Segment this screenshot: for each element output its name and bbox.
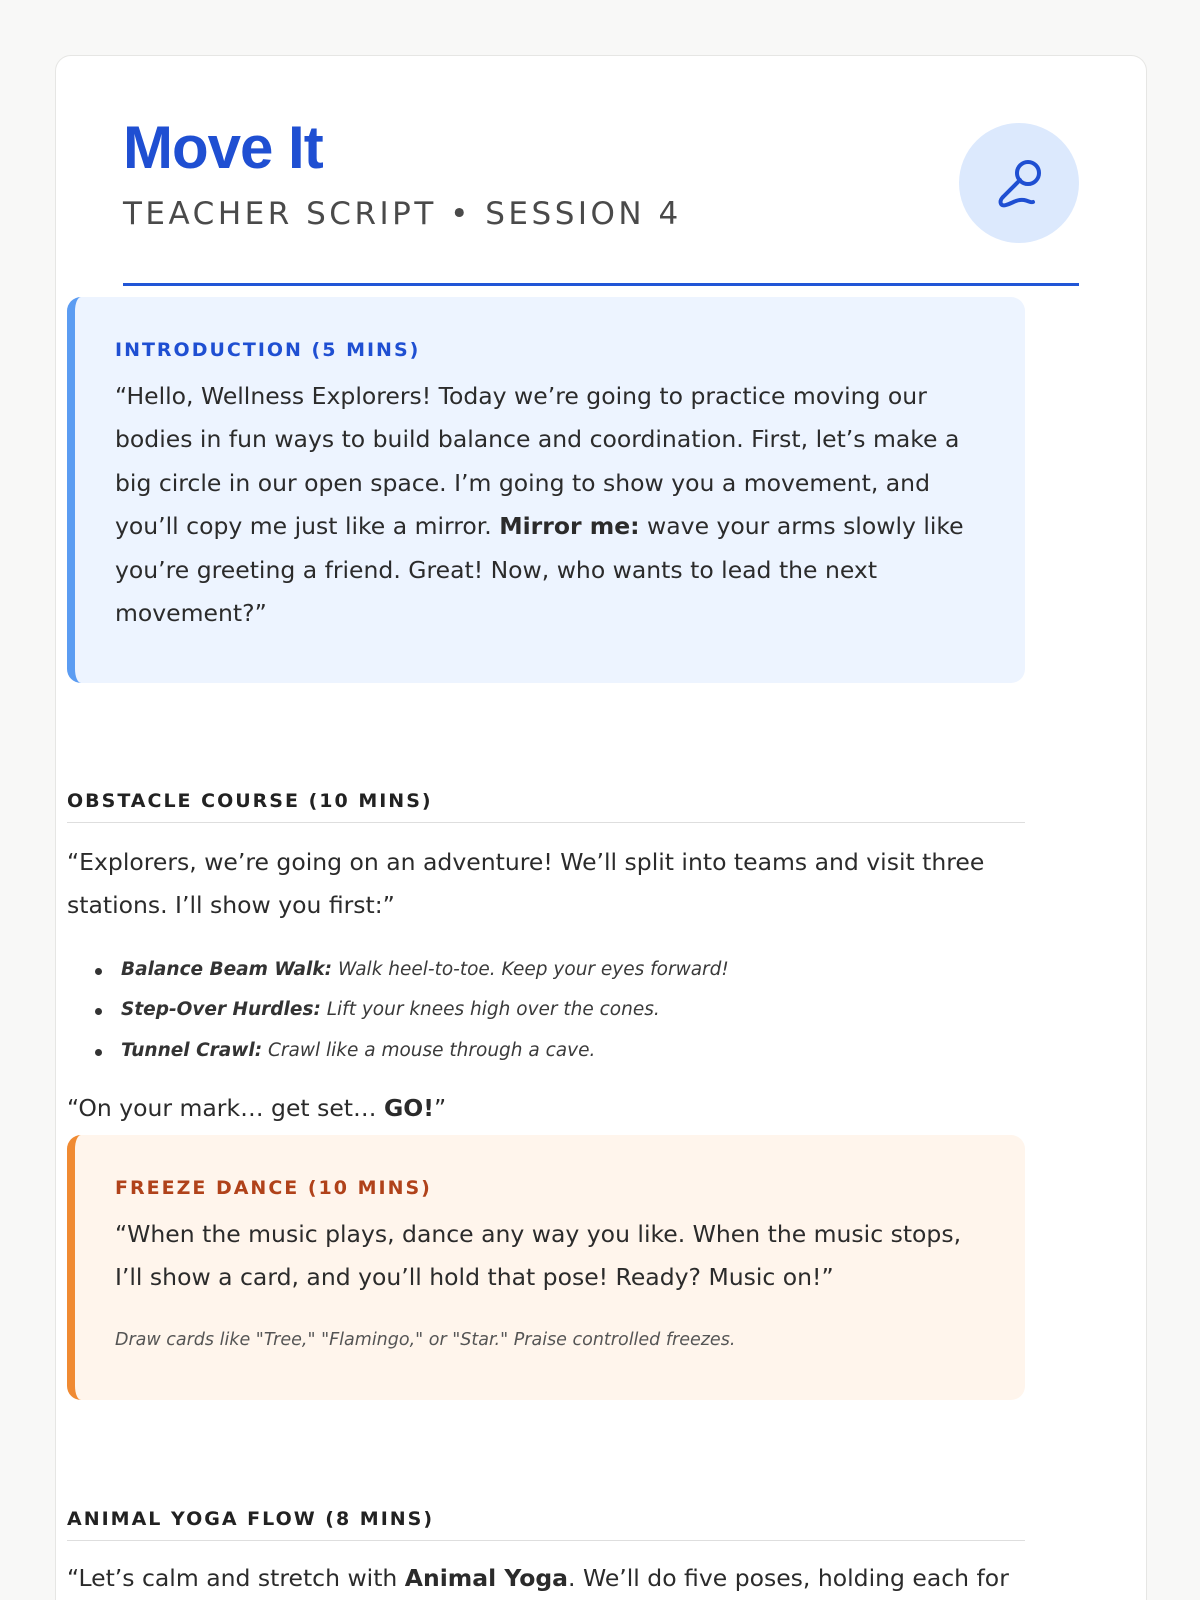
microphone-icon (991, 155, 1047, 211)
animal-yoga-text: “Let’s calm and stretch with Animal Yoga. We’ll do five poses, holding each for (67, 1564, 1009, 1592)
list-item: Balance Beam Walk: Walk heel-to-toe. Keep your eyes forward! (94, 950, 1025, 991)
animal-yoga-section (67, 1508, 1025, 1600)
obstacle-course-intro: “Explorers, we’re going on an adventure! We’ll split into teams and visit three stations. I’ll show you first:” (67, 848, 985, 920)
page-subtitle: TEACHER SCRIPT • SESSION 4 (123, 196, 682, 232)
animal-yoga-heading: ANIMAL YOGA FLOW (8 MINS) (67, 1508, 1025, 1541)
list-item: Step-Over Hurdles: Lift your knees high over the cones. (94, 990, 1025, 1031)
header (123, 56, 1079, 286)
introduction-label: INTRODUCTION (5 MINS) (115, 339, 421, 361)
list-item: Tunnel Crawl: Crawl like a mouse through a cave. (94, 1031, 1025, 1072)
freeze-dance-callout (67, 1135, 1025, 1400)
obstacle-course-section (67, 790, 1025, 1131)
obstacle-course-closing: “On your mark… get set… GO!” (67, 1094, 447, 1123)
station-list (67, 950, 1025, 1072)
freeze-dance-note: Draw cards like "Tree," "Flamingo," or "Star." Praise controlled freezes. (115, 1329, 736, 1350)
freeze-dance-label: FREEZE DANCE (10 MINS) (115, 1177, 432, 1199)
freeze-dance-text: “When the music plays, dance any way you like. When the music stops, I’ll show a card, and you’ll hold that pose! Ready? Music on!” (115, 1220, 962, 1292)
obstacle-course-heading: OBSTACLE COURSE (10 MINS) (67, 790, 1025, 823)
page-title: Move It (123, 114, 323, 181)
mirror-me-emphasis: Mirror me: (499, 512, 640, 541)
microphone-badge (959, 123, 1079, 243)
introduction-text: “Hello, Wellness Explorers! Today we’re going to practice moving our bodies in fun ways to build balance and coordination. First, let’s make a big circle in our open space. I’m going to show you a movement, and you’ll copy me just like a mirror. Mirror me: wave your arms slowly like you’re greeting a friend. Great! Now, who wants to lead the next movement?” (115, 382, 964, 628)
introduction-callout (67, 297, 1025, 683)
